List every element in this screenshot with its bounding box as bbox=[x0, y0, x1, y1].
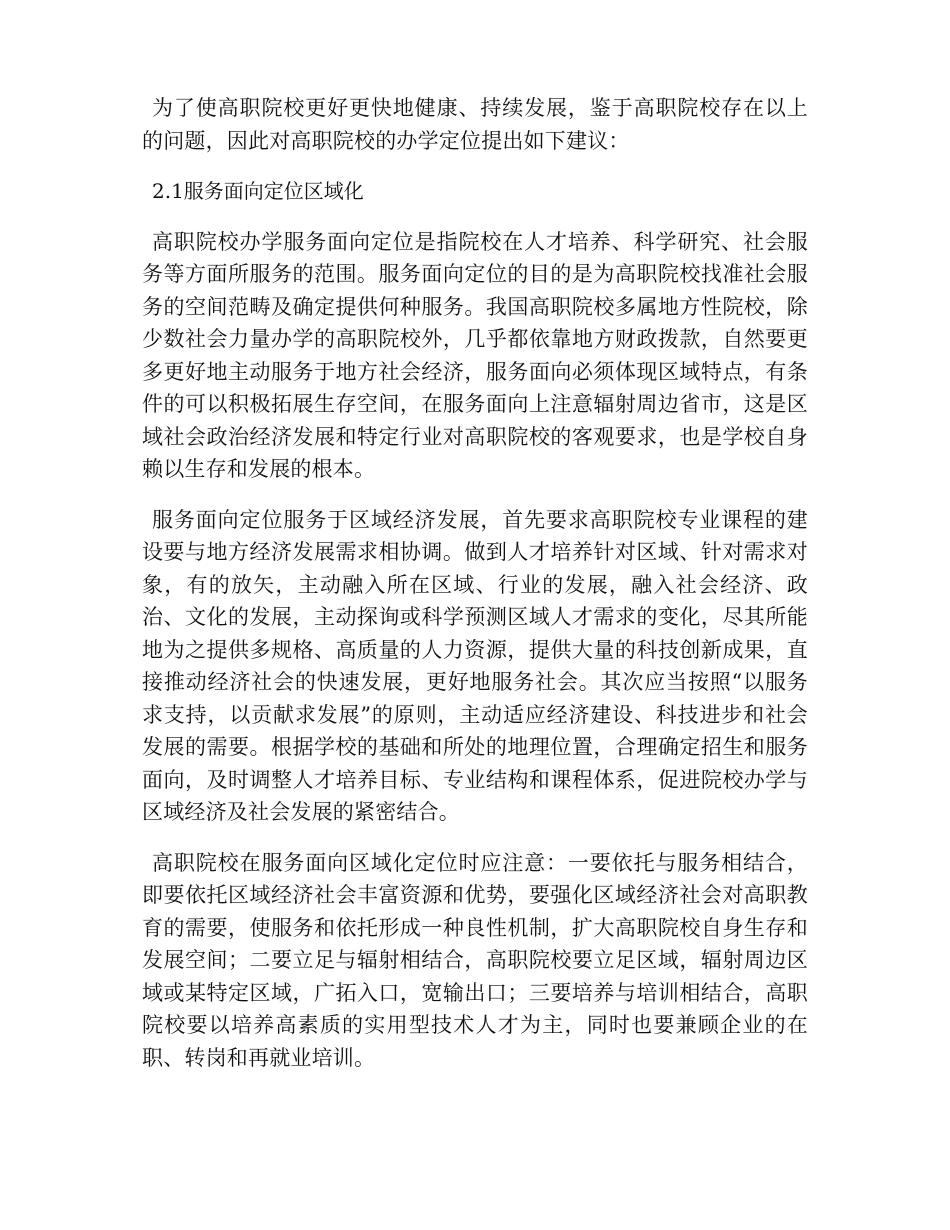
body-paragraph-1: 高职院校办学服务面向定位是指院校在人才培养、科学研究、社会服务等方面所服务的范围。服务面向定位的目的是为高职院校找准社会服务的空间范畴及确定提供何种服务。我国高职院校多属地方性院校，除少数社会力量办学的高职院校外，几乎都依靠地方财政拨款，自然要更多更好地主动服务于地方社会经济，服务面向必须体现区域特点，有条件的可以积极拓展生存空间，在服务面向上注意辐射周边省市，这是区域社会政治经济发展和特定行业对高职院校的客观要求，也是学校自身赖以生存和发展的根本。 bbox=[142, 229, 808, 481]
document-page bbox=[142, 92, 808, 1092]
intro-paragraph: 为了使高职院校更好更快地健康、持续发展，鉴于高职院校存在以上的问题，因此对高职院校的办学定位提出如下建议： bbox=[142, 96, 808, 153]
body-paragraph-2: 服务面向定位服务于区域经济发展，首先要求高职院校专业课程的建设要与地方经济发展需求相协调。做到人才培养针对区域、针对需求对象，有的放矢，主动融入所在区域、行业的发展，融入社会经济、政治、文化的发展，主动探询或科学预测区域人才需求的变化，尽其所能地为之提供多规格、高质量的人力资源，提供大量的科技创新成果，直接推动经济社会的快速发展，更好地服务社会。其次应当按照“以服务求支持，以贡献求发展”的原则，主动适应经济建设、科技进步和社会发展的需要。根据学校的基础和所处的地理位置，合理确定招生和服务面向，及时调整人才培养目标、专业结构和课程体系，促进院校办学与区域经济及社会发展的紧密结合。 bbox=[142, 507, 808, 824]
section-heading: 2.1服务面向定位区域化 bbox=[152, 179, 364, 203]
body-paragraph-3: 高职院校在服务面向区域化定位时应注意：一要依托与服务相结合，即要依托区域经济社会丰富资源和优势，要强化区域经济社会对高职教育的需要，使服务和依托形成一种良性机制，扩大高职院校自身生存和发展空间；二要立足与辐射相结合，高职院校要立足区域，辐射周边区域或某特定区域，广拓入口，宽输出口；三要培养与培训相结合，高职院校要以培养高素质的实用型技术人才为主，同时也要兼顾企业的在职、转岗和再就业培训。 bbox=[142, 850, 808, 1070]
